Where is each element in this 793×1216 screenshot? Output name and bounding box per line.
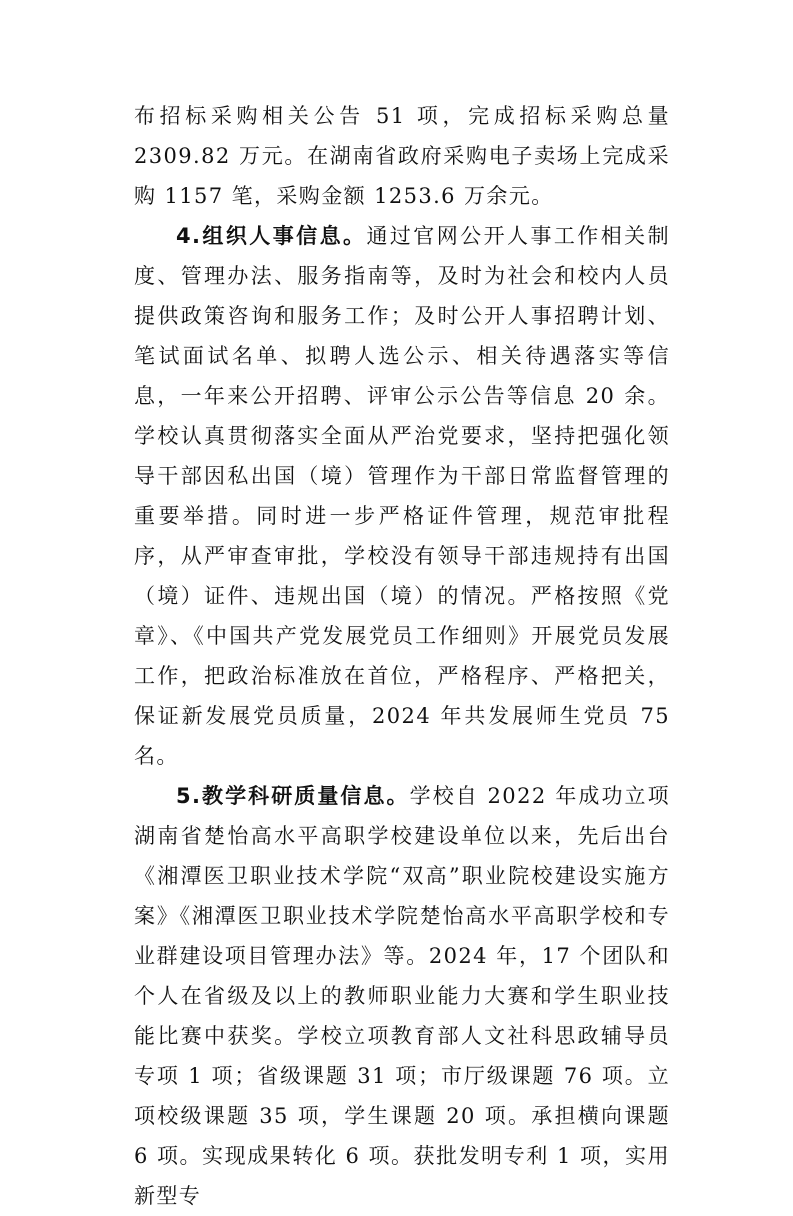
paragraph-teaching-research-heading: 5.教学科研质量信息。: [176, 784, 410, 808]
paragraph-personnel: [134, 216, 670, 776]
paragraph-procurement: [134, 96, 670, 216]
paragraph-procurement-text: 布招标采购相关公告 51 项，完成招标采购总量 2309.82 万元。在湖南省政府采购电子卖场上完成采购 1157 笔，采购金额 1253.6 万余元。: [134, 104, 670, 208]
paragraph-teaching-research-text: 学校自 2022 年成功立项湖南省楚怡高水平高职学校建设单位以来，先后出台《湘潭医卫职业技术学院“双高”职业院校建设实施方案》《湘潭医卫职业技术学院楚怡高水平高职学校和专业群建设项目管理办法》等。2024 年，17 个团队和个人在省级及以上的教师职业能力大赛和学生职业技能比赛中获奖。学校立项教育部人文社科思政辅导员专项 1 项；省级课题 31 项；市厅级课题 76 项。立项校级课题 35 项，学生课题 20 项。承担横向课题 6 项。实现成果转化 6 项。获批发明专利 1 项，实用新型专: [134, 784, 670, 1208]
paragraph-teaching-research: [134, 776, 670, 1216]
paragraph-personnel-heading: 4.组织人事信息。: [176, 224, 367, 248]
document-body: [134, 96, 670, 1216]
paragraph-personnel-text: 通过官网公开人事工作相关制度、管理办法、服务指南等，及时为社会和校内人员提供政策咨询和服务工作；及时公开人事招聘计划、笔试面试名单、拟聘人选公示、相关待遇落实等信息，一年来公开招聘、评审公示公告等信息 20 余。学校认真贯彻落实全面从严治党要求，坚持把强化领导干部因私出国（境）管理作为干部日常监督管理的重要举措。同时进一步严格证件管理，规范审批程序，从严审查审批，学校没有领导干部违规持有出国（境）证件、违规出国（境）的情况。严格按照《党章》、《中国共产党发展党员工作细则》开展党员发展工作，把政治标准放在首位，严格程序、严格把关，保证新发展党员质量，2024 年共发展师生党员 75 名。: [134, 224, 670, 768]
